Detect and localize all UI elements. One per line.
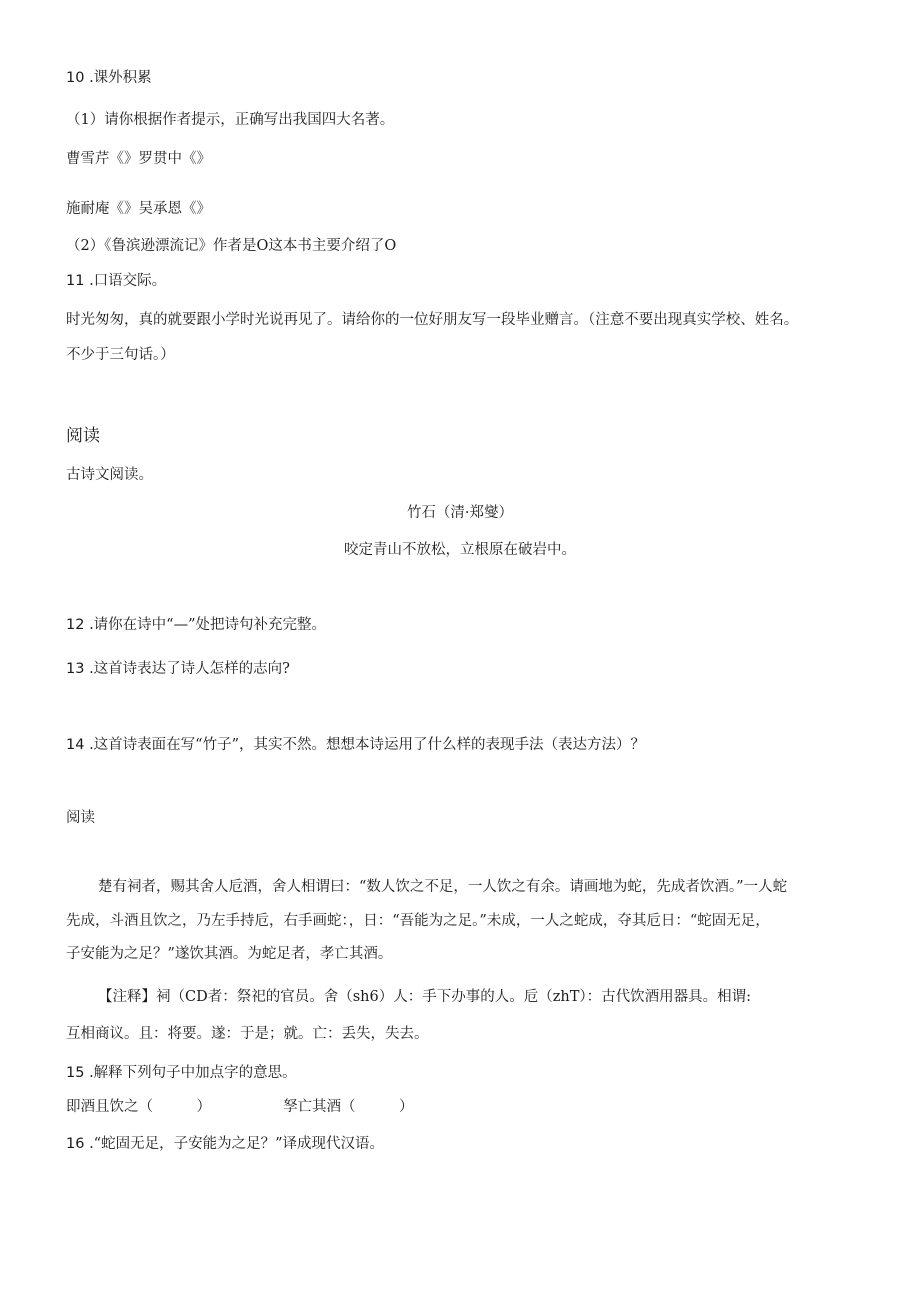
notes-line-2: 互相商议。且：将要。遂：于是；就。亡：丢失，失去。: [66, 1026, 429, 1042]
passage-line-1: 楚有祠者，赐其舍人卮酒，舍人相谓曰：“数人饮之不足，一人饮之有余。请画地为蛇，先成者饮酒。”一人蛇: [98, 879, 788, 895]
q13-text: .这首诗表达了诗人怎样的志向?: [89, 661, 290, 677]
q10-line-a: 曹雪芹《》罗贯中《》: [66, 151, 211, 167]
q10-heading: [66, 68, 152, 88]
q16-text: .“蛇固无足，子安能为之足？”译成现代汉语。: [89, 1136, 384, 1152]
passage-line-2: 先成，斗酒且饮之，乃左手持卮，右手画蛇：，日：“吾能为之足。”未成，一人之蛇成，夺其卮日：“蛇固无足，: [66, 913, 770, 929]
q10-number: 10: [66, 70, 85, 86]
q15-item-1: 即酒且饮之（ ）: [66, 1099, 211, 1115]
q14: [66, 735, 645, 755]
q15-item-2: 孥亡其酒（ ）: [283, 1099, 414, 1115]
q11-text-line2: 不少于三句话。）: [66, 347, 175, 363]
passage-line-3: 子安能为之足？”遂饮其酒。为蛇足者，孝亡其酒。: [66, 946, 393, 962]
notes-line-1: 【注释】祠（CD者：祭祀的官员。舍（sh6）人：手下办事的人。卮（zhT）：古代饮酒用器具。相谓:: [98, 989, 752, 1005]
q10-part2: （2）《鲁滨逊漂流记》作者是O这本书主要介绍了O: [66, 238, 397, 254]
q13-number: 13: [66, 661, 85, 677]
q11-heading: [66, 271, 166, 291]
q10-part1: （1）请你根据作者提示，正确写出我国四大名著。: [66, 112, 395, 128]
poem-line-1: 咬定青山不放松，立根原在破岩中。: [344, 542, 576, 558]
q15-number: 15: [66, 1065, 85, 1081]
section-title-reading-2: 阅读: [66, 810, 95, 826]
q13: [66, 659, 290, 679]
q11-text-line1: 时光匆匆，真的就要跟小学时光说再见了。请给你的一位好朋友写一段毕业赠言。（注意不要出现真实学校、姓名。: [66, 312, 799, 328]
q10-line-b: 施耐庵《》吴承恩《》: [66, 201, 211, 217]
q12-number: 12: [66, 617, 85, 633]
q15-text: .解释下列句子中加点字的意思。: [89, 1065, 297, 1081]
q12: [66, 615, 326, 635]
q16-number: 16: [66, 1136, 85, 1152]
q15: [66, 1063, 297, 1083]
q10-title: .课外积累: [89, 70, 152, 86]
q12-text: .请你在诗中“—”处把诗句补充完整。: [89, 617, 326, 633]
poem-title: 竹石（清·郑燮）: [406, 505, 514, 521]
q14-number: 14: [66, 737, 85, 753]
q14-text: .这首诗表面在写“竹子”，其实不然。想想本诗运用了什么样的表现手法（表达方法）？: [89, 737, 645, 753]
q11-title: .口语交际。: [89, 273, 167, 289]
q16: [66, 1134, 384, 1154]
q11-number: 11: [66, 273, 85, 289]
poem-intro: 古诗文阅读。: [66, 467, 153, 483]
section-title-reading: 阅读: [66, 426, 100, 446]
